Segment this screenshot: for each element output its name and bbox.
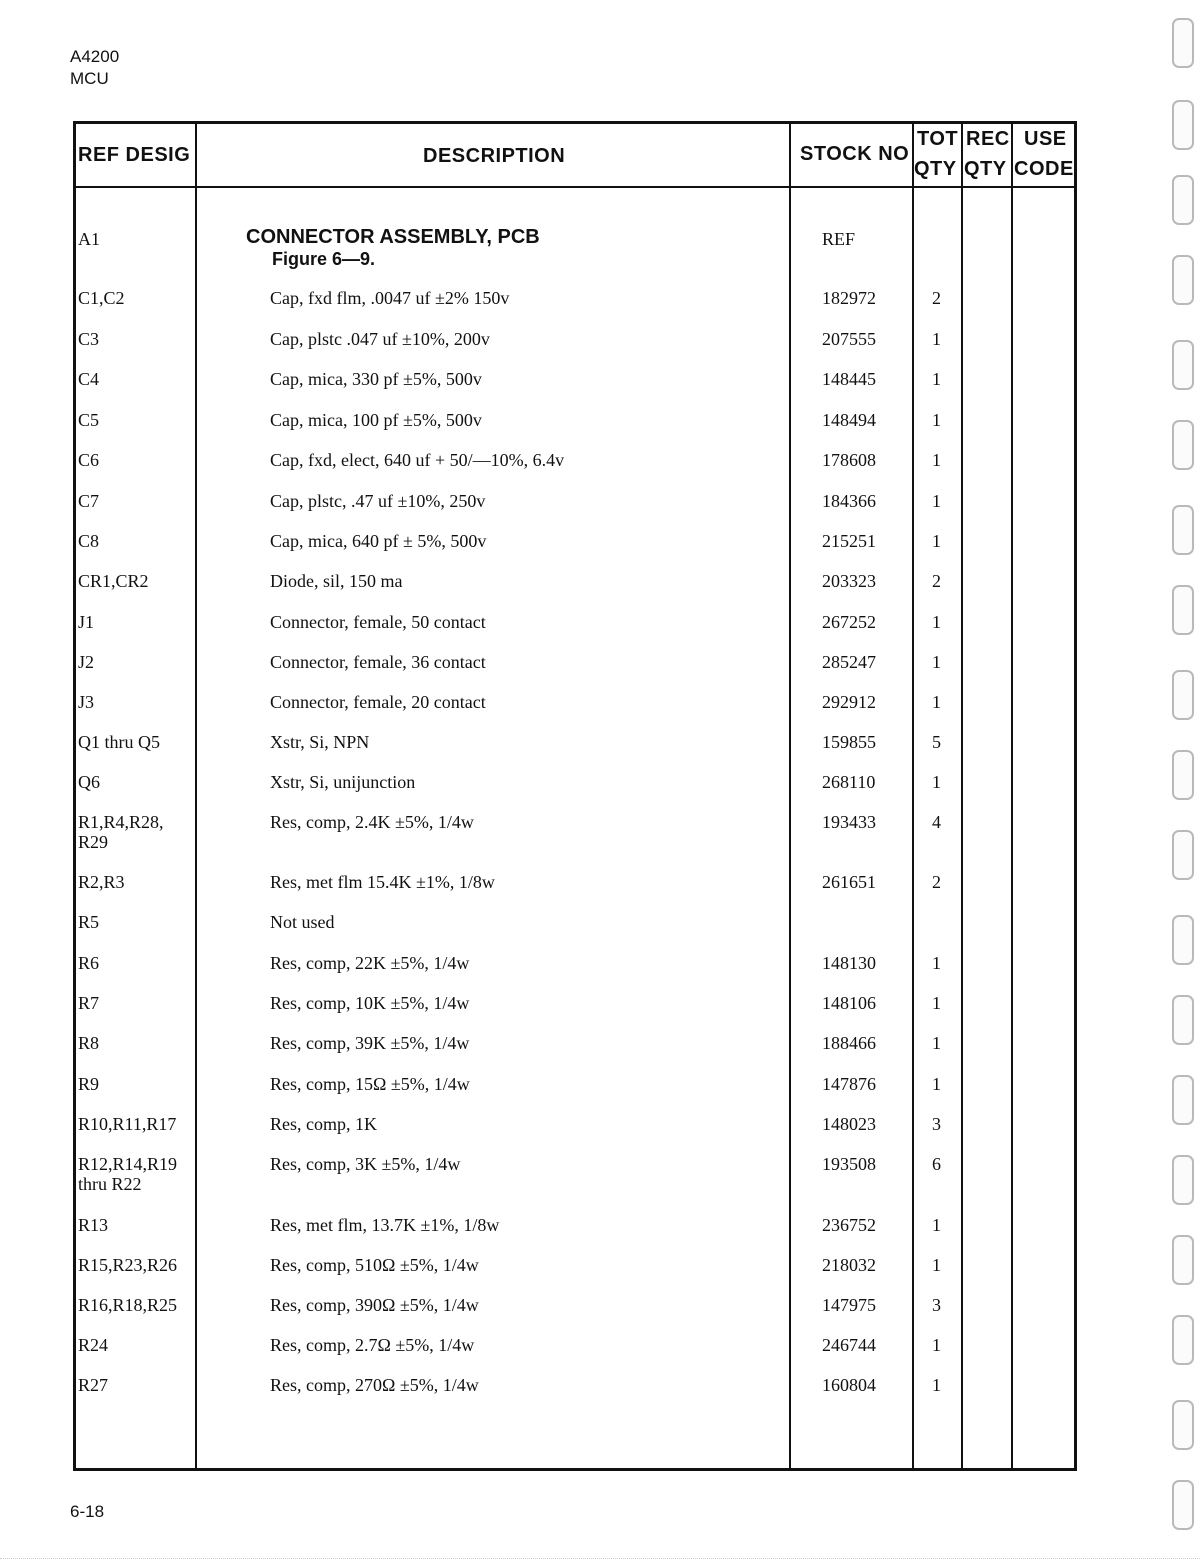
total-quantity: 3 [932, 1295, 941, 1315]
page-number: 6-18 [70, 1502, 105, 1521]
stock-number: 267252 [822, 612, 876, 632]
stock-number: 218032 [822, 1255, 876, 1275]
stock-number: 203323 [822, 571, 876, 591]
ref-designator: C8 [78, 531, 100, 551]
table-row [0, 288, 1200, 328]
stock-number: 193433 [822, 812, 876, 832]
header-divider [73, 186, 1077, 188]
binder-hole [1172, 1315, 1194, 1365]
table-row [0, 912, 1200, 952]
stock-number: 148023 [822, 1114, 876, 1134]
use-code-header-line1: USE [1024, 128, 1067, 150]
ref-desig-header: REF DESIG [78, 144, 191, 166]
table-row [0, 652, 1200, 692]
ref-designator: R27 [78, 1375, 109, 1395]
stock-number: 188466 [822, 1033, 876, 1053]
total-quantity: 3 [932, 1114, 941, 1134]
description-header: DESCRIPTION [423, 145, 566, 167]
total-quantity: 1 [932, 1255, 941, 1275]
table-row [0, 410, 1200, 450]
part-description: Res, comp, 10K ±5%, 1/4w [270, 993, 470, 1013]
part-description: Res, comp, 2.4K ±5%, 1/4w [270, 812, 474, 832]
table-row [0, 369, 1200, 409]
total-quantity: 6 [932, 1154, 941, 1174]
table-row [0, 692, 1200, 732]
part-description: Cap, mica, 640 pf ± 5%, 500v [270, 531, 487, 551]
ref-designator: C1,C2 [78, 288, 125, 308]
binder-hole [1172, 1075, 1194, 1125]
total-quantity: 1 [932, 1375, 941, 1395]
ref-designator: R10,R11,R17 [78, 1114, 177, 1134]
ref-designator: R9 [78, 1074, 100, 1094]
part-description: Res, comp, 39K ±5%, 1/4w [270, 1033, 470, 1053]
ref-designator: R2,R3 [78, 872, 125, 892]
ref-designator: J1 [78, 612, 95, 632]
binder-hole [1172, 915, 1194, 965]
total-quantity: 1 [932, 329, 941, 349]
ref-designator: C6 [78, 450, 100, 470]
table-row-assembly [0, 229, 1200, 269]
stock-number: 178608 [822, 450, 876, 470]
stock-number: 148445 [822, 369, 876, 389]
total-quantity: 4 [932, 812, 941, 832]
ref-designator: J2 [78, 652, 95, 672]
total-quantity: 1 [932, 993, 941, 1013]
table-row [0, 1074, 1200, 1114]
table-row [0, 812, 1200, 872]
use-code-header-line2: CODE [1014, 158, 1074, 180]
stock-no-header: STOCK NO [800, 143, 910, 165]
part-description: Cap, plstc .047 uf ±10%, 200v [270, 329, 490, 349]
part-description: Res, comp, 2.7Ω ±5%, 1/4w [270, 1335, 475, 1355]
tot-qty-header-line1: TOT [917, 128, 959, 150]
part-description: Connector, female, 50 contact [270, 612, 486, 632]
binder-hole [1172, 670, 1194, 720]
table-row [0, 1255, 1200, 1295]
stock-number: 159855 [822, 732, 876, 752]
ref-designator: R1,R4,R28, [78, 812, 164, 832]
table-row [0, 953, 1200, 993]
ref-designator: C3 [78, 329, 100, 349]
total-quantity: 1 [932, 1335, 941, 1355]
part-description: Res, comp, 270Ω ±5%, 1/4w [270, 1375, 479, 1395]
table-row [0, 993, 1200, 1033]
total-quantity: 1 [932, 491, 941, 511]
table-row [0, 732, 1200, 772]
ref-designator: R6 [78, 953, 100, 973]
table-row [0, 1335, 1200, 1375]
stock-number: 292912 [822, 692, 876, 712]
binder-hole [1172, 100, 1194, 150]
table-row [0, 571, 1200, 611]
part-description: Cap, mica, 100 pf ±5%, 500v [270, 410, 482, 430]
stock-number: 261651 [822, 872, 876, 892]
binder-hole [1172, 995, 1194, 1045]
stock-number: 184366 [822, 491, 876, 511]
table-row [0, 1033, 1200, 1073]
ref-designator: R7 [78, 993, 100, 1013]
part-description: Cap, fxd, elect, 640 uf + 50/—10%, 6.4v [270, 450, 565, 470]
table-row [0, 1295, 1200, 1335]
part-description: Connector, female, 36 contact [270, 652, 486, 672]
binder-hole [1172, 1235, 1194, 1285]
table-row [0, 1375, 1200, 1415]
stock-number: 148494 [822, 410, 876, 430]
stock-number: 215251 [822, 531, 876, 551]
part-description: Res, comp, 22K ±5%, 1/4w [270, 953, 470, 973]
binder-hole [1172, 505, 1194, 555]
ref-designator: C4 [78, 369, 100, 389]
ref-designator-continued: R29 [78, 832, 109, 852]
ref-designator: R13 [78, 1215, 109, 1235]
stock-number: 147975 [822, 1295, 876, 1315]
binder-hole [1172, 1400, 1194, 1450]
total-quantity: 1 [932, 692, 941, 712]
table-row [0, 491, 1200, 531]
stock-number: 285247 [822, 652, 876, 672]
ref-designator: J3 [78, 692, 95, 712]
ref-designator: C5 [78, 410, 100, 430]
total-quantity: 1 [932, 410, 941, 430]
total-quantity: 1 [932, 652, 941, 672]
total-quantity: 1 [932, 1215, 941, 1235]
ref-designator: R8 [78, 1033, 100, 1053]
ref-designator: R16,R18,R25 [78, 1295, 178, 1315]
total-quantity: 1 [932, 953, 941, 973]
binder-hole [1172, 830, 1194, 880]
part-description: Res, comp, 1K [270, 1114, 377, 1134]
rec-qty-header-line2: QTY [964, 158, 1007, 180]
table-row [0, 872, 1200, 912]
part-description: Res, comp, 390Ω ±5%, 1/4w [270, 1295, 479, 1315]
binder-hole [1172, 750, 1194, 800]
ref-designator-continued: thru R22 [78, 1174, 142, 1194]
ref-designator: CR1,CR2 [78, 571, 149, 591]
total-quantity: 2 [932, 571, 941, 591]
scan-edge [0, 1558, 1200, 1559]
ref-designator: R24 [78, 1335, 109, 1355]
stock-number: 147876 [822, 1074, 876, 1094]
part-description: Xstr, Si, NPN [270, 732, 370, 752]
assembly-ref: A1 [78, 229, 100, 249]
assembly-stock: REF [822, 229, 856, 249]
binder-hole [1172, 255, 1194, 305]
stock-number: 182972 [822, 288, 876, 308]
binder-hole [1172, 585, 1194, 635]
part-description: Cap, plstc, .47 uf ±10%, 250v [270, 491, 486, 511]
total-quantity: 1 [932, 450, 941, 470]
tot-qty-header-line2: QTY [914, 158, 957, 180]
table-row [0, 329, 1200, 369]
part-description: Cap, fxd flm, .0047 uf ±2% 150v [270, 288, 510, 308]
ref-designator: R15,R23,R26 [78, 1255, 178, 1275]
stock-number: 148130 [822, 953, 876, 973]
part-description: Xstr, Si, unijunction [270, 772, 416, 792]
stock-number: 207555 [822, 329, 876, 349]
binder-hole [1172, 420, 1194, 470]
part-description: Not used [270, 912, 335, 932]
binder-hole [1172, 175, 1194, 225]
document-unit: MCU [70, 69, 109, 88]
stock-number: 160804 [822, 1375, 876, 1395]
binder-hole [1172, 1155, 1194, 1205]
table-row [0, 1215, 1200, 1255]
part-description: Cap, mica, 330 pf ±5%, 500v [270, 369, 482, 389]
part-description: Res, comp, 15Ω ±5%, 1/4w [270, 1074, 470, 1094]
assembly-title: CONNECTOR ASSEMBLY, PCB [246, 226, 540, 248]
stock-number: 148106 [822, 993, 876, 1013]
stock-number: 268110 [822, 772, 876, 792]
ref-designator: Q6 [78, 772, 100, 792]
binder-hole [1172, 1480, 1194, 1530]
binder-hole [1172, 18, 1194, 68]
total-quantity: 1 [932, 612, 941, 632]
part-description: Res, met flm 15.4K ±1%, 1/8w [270, 872, 495, 892]
rec-qty-header-line1: REC [966, 128, 1010, 150]
ref-designator: C7 [78, 491, 100, 511]
part-description: Connector, female, 20 contact [270, 692, 486, 712]
total-quantity: 2 [932, 288, 941, 308]
part-description: Diode, sil, 150 ma [270, 571, 403, 591]
total-quantity: 1 [932, 531, 941, 551]
stock-number: 236752 [822, 1215, 876, 1235]
total-quantity: 1 [932, 1033, 941, 1053]
stock-number: 193508 [822, 1154, 876, 1174]
table-row [0, 1114, 1200, 1154]
table-row [0, 450, 1200, 490]
table-row [0, 772, 1200, 812]
stock-number: 246744 [822, 1335, 876, 1355]
part-description: Res, comp, 510Ω ±5%, 1/4w [270, 1255, 479, 1275]
total-quantity: 5 [932, 732, 941, 752]
part-description: Res, comp, 3K ±5%, 1/4w [270, 1154, 461, 1174]
total-quantity: 2 [932, 872, 941, 892]
assembly-figure: Figure 6—9. [272, 249, 376, 269]
part-description: Res, met flm, 13.7K ±1%, 1/8w [270, 1215, 500, 1235]
ref-designator: R12,R14,R19 [78, 1154, 178, 1174]
total-quantity: 1 [932, 369, 941, 389]
document-model: A4200 [70, 47, 120, 66]
table-row [0, 531, 1200, 571]
binder-hole [1172, 340, 1194, 390]
total-quantity: 1 [932, 772, 941, 792]
total-quantity: 1 [932, 1074, 941, 1094]
ref-designator: Q1 thru Q5 [78, 732, 160, 752]
table-row [0, 1154, 1200, 1214]
table-row [0, 612, 1200, 652]
ref-designator: R5 [78, 912, 100, 932]
